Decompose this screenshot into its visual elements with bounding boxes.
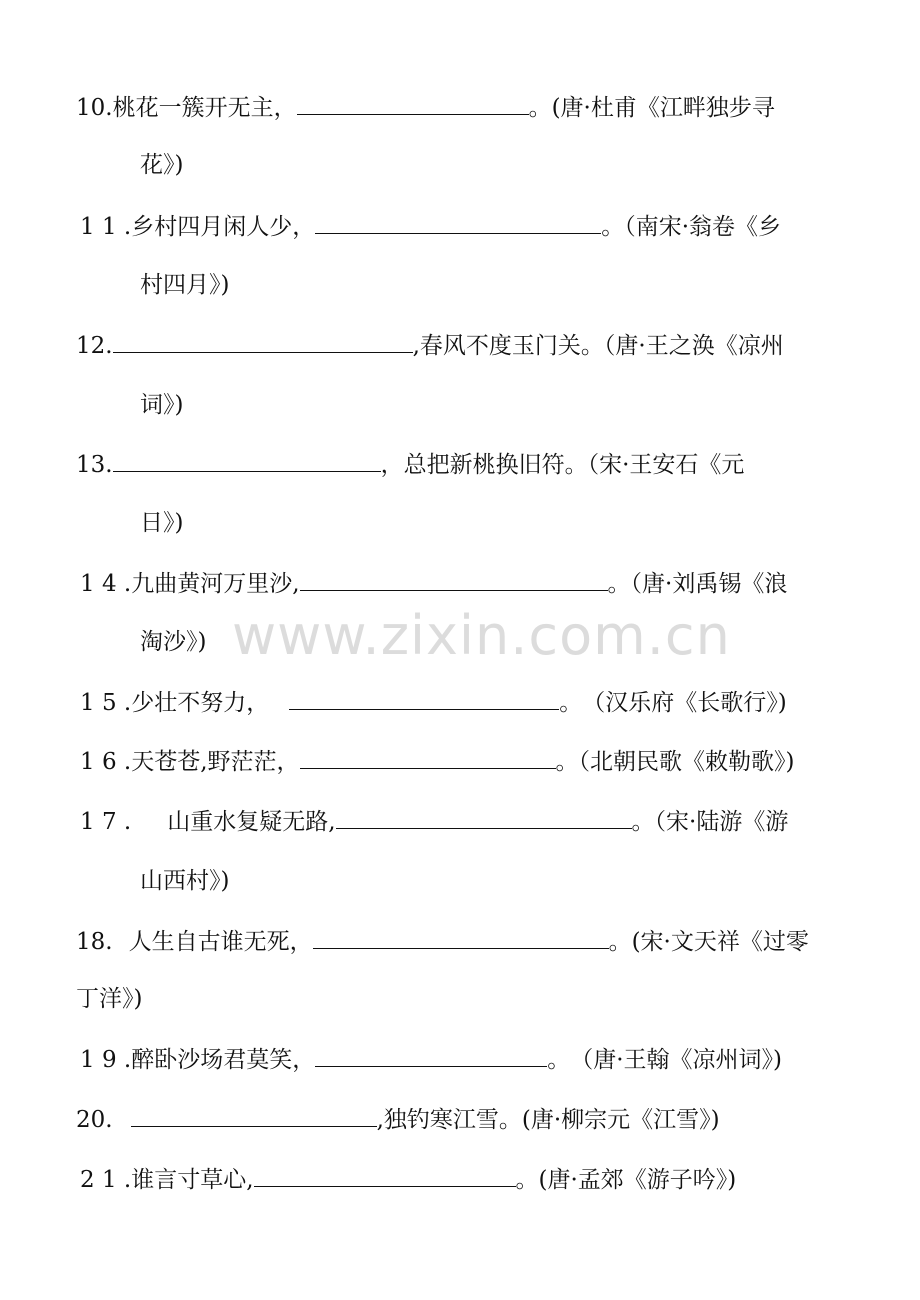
question-16 xyxy=(80,746,795,777)
question-number: 18. xyxy=(76,929,113,955)
question-number: 2 1 . xyxy=(80,1167,132,1193)
question-number: 1 6 . xyxy=(80,749,132,775)
answer-blank[interactable] xyxy=(315,1044,547,1067)
question-11 xyxy=(80,211,781,242)
question-number: 1 7 . xyxy=(80,809,132,835)
question-20 xyxy=(76,1104,720,1135)
question-12 xyxy=(76,330,784,361)
question-15 xyxy=(80,687,787,718)
question-prompt: 醉卧沙场君莫笑， xyxy=(131,1047,316,1073)
question-14 xyxy=(80,568,787,599)
question-18 xyxy=(76,926,809,957)
question-source: 。（北朝民歌《敕勒歌》) xyxy=(555,749,795,775)
question-source: 。(宋·文天祥《过零 xyxy=(608,929,809,955)
question-prompt: 乡村四月闲人少， xyxy=(131,214,316,240)
question-prompt: 少壮不努力， xyxy=(131,690,270,716)
question-number: 1 1 . xyxy=(80,214,132,240)
question-number: 1 4 . xyxy=(80,571,132,597)
question-number: 1 9 . xyxy=(80,1047,132,1073)
answer-blank[interactable] xyxy=(300,746,556,769)
question-source: 。（唐·刘禹锡《浪 xyxy=(607,571,788,597)
question-number: 1 5 . xyxy=(80,690,132,716)
question-number: 10. xyxy=(76,95,113,121)
question-source: 。(唐·杜甫《江畔独步寻 xyxy=(528,95,775,121)
question-11-continuation: 村四月》) xyxy=(140,272,230,298)
question-14-continuation: 淘沙》) xyxy=(140,629,207,655)
answer-blank[interactable] xyxy=(113,330,413,353)
question-19 xyxy=(80,1044,782,1075)
question-18-continuation: 丁洋》) xyxy=(76,986,143,1012)
answer-blank[interactable] xyxy=(315,211,601,234)
question-source: ，总把新桃换旧符。（宋·王安石《元 xyxy=(380,452,745,478)
question-source: ,春风不度玉门关。（唐·王之涣《凉州 xyxy=(412,333,784,359)
question-number: 12. xyxy=(76,333,113,359)
question-prompt: 人生自古谁无死， xyxy=(128,929,313,955)
question-17-continuation: 山西村》) xyxy=(140,868,230,894)
answer-blank[interactable] xyxy=(336,806,632,829)
question-source: ,独钓寒江雪。(唐·柳宗元《江雪》) xyxy=(376,1107,720,1133)
question-21 xyxy=(80,1164,736,1195)
question-13 xyxy=(76,449,744,480)
question-prompt: 山重水复疑无路, xyxy=(167,809,336,835)
answer-blank[interactable] xyxy=(113,449,381,472)
answer-blank[interactable] xyxy=(289,687,559,710)
answer-blank[interactable] xyxy=(131,1104,377,1127)
answer-blank[interactable] xyxy=(297,92,529,115)
question-10-continuation: 花》) xyxy=(140,152,184,178)
answer-blank[interactable] xyxy=(300,568,608,591)
question-number: 13. xyxy=(76,452,113,478)
question-prompt: 九曲黄河万里沙, xyxy=(131,571,300,597)
watermark: www.zixin.com.cn xyxy=(232,604,731,667)
question-17 xyxy=(80,806,788,837)
question-12-continuation: 词》) xyxy=(140,392,184,418)
answer-blank[interactable] xyxy=(313,926,609,949)
question-prompt: 天苍苍,野茫茫， xyxy=(131,749,300,775)
question-source: 。（南宋·翁卷《乡 xyxy=(601,214,782,240)
question-number: 20. xyxy=(76,1107,113,1133)
question-10 xyxy=(76,92,775,123)
question-source: 。（宋·陆游《游 xyxy=(631,809,789,835)
question-source: 。(唐·孟郊《游子吟》) xyxy=(515,1167,737,1193)
question-source: 。 （唐·王翰《凉州词》) xyxy=(547,1047,782,1073)
answer-blank[interactable] xyxy=(254,1164,516,1187)
question-source: 。 （汉乐府《长歌行》) xyxy=(559,690,787,716)
question-prompt: 桃花一簇开无主， xyxy=(112,95,297,121)
question-13-continuation: 日》) xyxy=(140,510,184,536)
question-prompt: 谁言寸草心, xyxy=(131,1167,254,1193)
